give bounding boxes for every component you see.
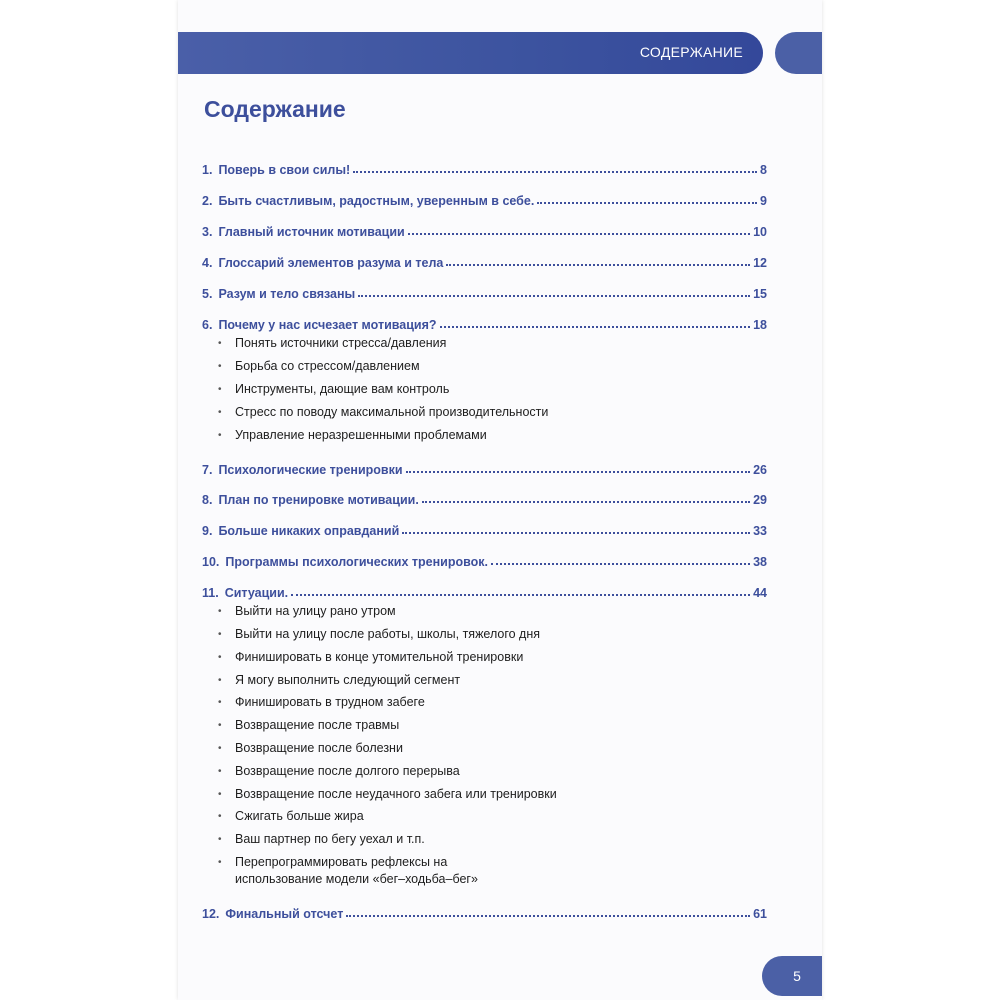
dot-leader [440,326,751,328]
entry-page: 29 [753,493,767,507]
bullet-icon: • [218,338,222,349]
bullet-icon: • [218,720,222,731]
bullet-icon: • [218,834,222,845]
entry-label: Главный источник мотивации [218,225,405,239]
entry-number: 3. [202,225,213,239]
bullet-icon: • [218,811,222,822]
subitem-label: Возвращение после долгого перерыва [235,764,460,778]
entry-label: Ситуации. [224,586,289,600]
bullet-icon: • [218,766,222,777]
bullet-icon: • [218,629,222,640]
entry-label: Психологические тренировки [218,463,403,477]
dot-leader [353,171,757,173]
subitem-label: Выйти на улицу рано утром [235,604,396,618]
toc-title: Содержание [204,96,346,122]
bullet-icon: • [218,407,222,418]
entry-number: 8. [202,493,213,507]
bullet-icon: • [218,789,222,800]
toc-entry[interactable] [202,188,767,208]
entry-page: 61 [753,907,767,921]
book-page [178,0,822,1000]
dot-leader [491,563,750,565]
entry-label: Программы психологических тренировок. [225,555,488,569]
entry-label: Поверь в свои силы! [218,163,351,177]
toc-entry[interactable] [202,518,767,538]
toc-entry[interactable] [202,901,767,921]
header-title: СОДЕРЖАНИЕ [639,44,743,60]
toc-entry[interactable] [202,549,767,569]
toc-entry[interactable] [202,580,767,600]
page-number: 5 [762,956,822,996]
subitem-label: Финишировать в трудном забеге [235,695,425,709]
entry-page: 15 [753,287,767,301]
entry-page: 26 [753,463,767,477]
entry-page: 10 [753,225,767,239]
entry-number: 2. [202,194,213,208]
entry-label: Глоссарий элементов разума и тела [218,256,444,270]
dot-leader [422,501,750,503]
bullet-icon: • [218,384,222,395]
entry-label: Финальный отсчет [225,907,344,921]
subitem-label: Сжигать больше жира [235,809,364,823]
dot-leader [291,594,750,596]
subitem-label: Понять источники стресса/давления [235,336,447,350]
subitem-label: Борьба со стрессом/давлением [235,359,420,373]
bullet-icon: • [218,361,222,372]
entry-page: 18 [753,318,767,332]
dot-leader [537,202,757,204]
entry-label: Больше никаких оправданий [218,524,400,538]
toc-entry[interactable] [202,281,767,301]
entry-page: 12 [753,256,767,270]
subitem-label: Финишировать в конце утомительной тренировки [235,650,524,664]
bullet-icon: • [218,606,222,617]
entry-number: 4. [202,256,213,270]
entry-number: 12. [202,907,220,921]
bullet-icon: • [218,743,222,754]
entry-page: 44 [753,586,767,600]
dot-leader [446,264,750,266]
entry-label: Быть счастливым, радостным, уверенным в себе. [218,194,535,208]
toc-entry[interactable] [202,157,767,177]
toc-entry[interactable] [202,250,767,270]
table-of-contents [178,0,822,1000]
dot-leader [408,233,750,235]
entry-number: 6. [202,318,213,332]
subitem-label: Управление неразрешенными проблемами [235,428,487,442]
bullet-icon: • [218,675,222,686]
dot-leader [346,915,750,917]
entry-number: 5. [202,287,213,301]
dot-leader [406,471,751,473]
toc-entry[interactable] [202,457,767,477]
bullet-icon: • [218,697,222,708]
entry-label: План по тренировке мотивации. [218,493,419,507]
entry-number: 9. [202,524,213,538]
entry-number: 10. [202,555,220,569]
entry-page: 9 [760,194,767,208]
subitem-label: Возвращение после неудачного забега или тренировки [235,787,557,801]
subitem-label: Стресс по поводу максимальной производительности [235,405,549,419]
subitem-label: Перепрограммировать рефлексы на использование модели «бег–ходьба–бег» [235,855,478,886]
bullet-icon: • [218,652,222,663]
dot-leader [402,532,750,534]
toc-entry[interactable] [202,312,767,332]
toc-entry[interactable] [202,487,767,507]
entry-page: 8 [760,163,767,177]
subitem-label: Я могу выполнить следующий сегмент [235,673,461,687]
subitem-label: Выйти на улицу после работы, школы, тяжелого дня [235,627,541,641]
subitem-label: Возвращение после болезни [235,741,403,755]
dot-leader [358,295,750,297]
subitem-label: Ваш партнер по бегу уехал и т.п. [235,832,425,846]
entry-page: 38 [753,555,767,569]
toc-entry[interactable] [202,219,767,239]
entry-number: 1. [202,163,213,177]
entry-page: 33 [753,524,767,538]
subitem-label: Инструменты, дающие вам контроль [235,382,450,396]
subitem-label: Возвращение после травмы [235,718,400,732]
entry-number: 7. [202,463,213,477]
entry-number: 11. [202,586,219,600]
bullet-icon: • [218,857,222,868]
entry-label: Почему у нас исчезает мотивация? [218,318,437,332]
bullet-icon: • [218,430,222,441]
entry-label: Разум и тело связаны [218,287,356,301]
